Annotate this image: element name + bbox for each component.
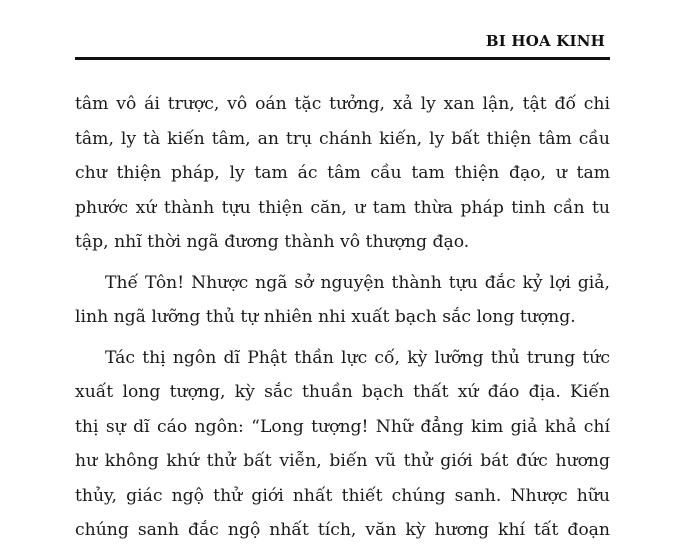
paragraph-2 xyxy=(75,266,610,335)
header-rule xyxy=(75,57,610,60)
text-line: phước xứ thành tựu thiện căn, ư tam thừa pháp tinh cần tu xyxy=(75,197,610,218)
text-line: xuất long tượng, kỳ sắc thuần bạch thất xứ đáo địa. Kiến xyxy=(75,382,610,402)
text-line: tâm, ly tà kiến tâm, an trụ chánh kiến, ly bất thiện tâm cầu xyxy=(75,128,610,149)
text-line: thủy, giác ngộ thử giới nhất thiết chúng sanh. Nhược hữu xyxy=(75,485,610,506)
text-line: tập, nhĩ thời ngã đương thành vô thượng đạo. xyxy=(75,232,470,252)
text-line: hư không khứ thử bất viễn, biến vũ thử giới bát đức hương xyxy=(75,451,610,471)
text-line: Thế Tôn! Nhược ngã sở nguyện thành tựu đắc kỷ lợi giả, xyxy=(105,272,610,293)
paragraph-3 xyxy=(75,341,610,548)
text-line: thị sự dĩ cáo ngôn: “Long tượng! Nhữ đẳng kim giả khả chí xyxy=(75,416,610,437)
text-line: chư thiện pháp, ly tam ác tâm cầu tam thiện đạo, ư tam xyxy=(75,163,610,183)
body-text xyxy=(75,87,610,554)
running-header-title: BI HOA KINH xyxy=(485,32,605,50)
text-line: Tác thị ngôn dĩ Phật thần lực cố, kỳ lưỡng thủ trung tức xyxy=(105,347,610,368)
text-line: linh ngã lưỡng thủ tự nhiên nhi xuất bạch sắc long tượng. xyxy=(75,307,576,327)
text-line: chúng sanh đắc ngộ nhất tích, văn kỳ hương khí tất đoạn xyxy=(75,520,610,540)
paragraph-1 xyxy=(75,87,610,260)
text-line: tâm vô ái trược, vô oán tặc tưởng, xả ly xan lận, tật đố chi xyxy=(75,94,610,114)
